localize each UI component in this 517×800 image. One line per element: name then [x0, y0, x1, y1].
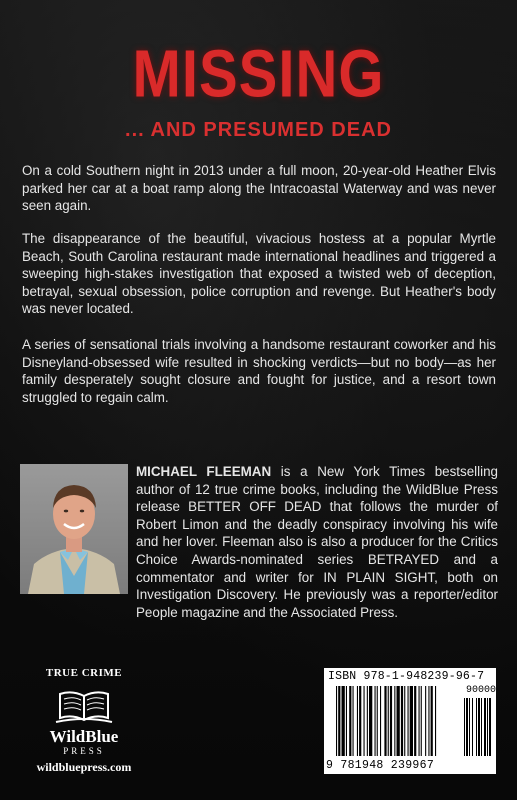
barcode-bar: [359, 686, 361, 756]
author-portrait-image: [20, 464, 128, 594]
author-bio-text: is a New York Times bestselling author of 12 true crime books, including the WildBlue Press release BETTER OFF DEAD that follows the murder of Robert Limon and the deadly conspiracy involving his wife and her lover. Fleeman also is also a producer for the Critics Choice Awards-nominated series BETRAYED and a commentator and writer for IN PLAIN SIGHT, both on Investigation Discovery. He previously was a reporter/editor People magazine and the Associated Press.: [136, 464, 498, 620]
barcode-bar: [414, 686, 416, 756]
barcode-addon-bar: [472, 698, 473, 756]
barcode-bar: [336, 686, 337, 756]
barcode-addon-bar: [481, 698, 482, 756]
barcode-bar: [364, 686, 365, 756]
barcode-bar: [419, 686, 420, 756]
barcode-bar: [349, 686, 351, 756]
blurb-paragraph-1: On a cold Southern night in 2013 under a full moon, 20-year-old Heather Elvis parked her car at a boat ramp along the Intracoastal Waterway and was never seen again.: [22, 163, 496, 214]
publisher-subname: PRESS: [63, 746, 105, 756]
ean-number: 9 781948 239967: [326, 759, 435, 772]
barcode-bar: [431, 686, 433, 756]
genre-label: TRUE CRIME: [45, 667, 123, 679]
publisher-name: WildBlue: [49, 727, 119, 746]
barcode-bar: [375, 686, 376, 756]
barcode-bar: [353, 686, 354, 756]
barcode-bar: [394, 686, 395, 756]
barcode-bar: [369, 686, 372, 756]
open-book-logo-icon: [54, 688, 114, 726]
barcode-addon-bar: [476, 698, 477, 756]
barcode-bar: [404, 686, 405, 756]
barcode-bar: [410, 686, 413, 756]
barcode-bar: [367, 686, 368, 756]
barcode-bar: [338, 686, 340, 756]
barcode-bar: [421, 686, 422, 756]
blurb-paragraph-2: The disappearance of the beautiful, vivacious hostess at a popular Myrtle Beach, South Carolina restaurant made international headlines and triggered a sweeping high-stakes investigation that exposed a twisted web of deception, betrayal, sexual obsession, police corruption and revenge. But Heather's body was never located.: [22, 231, 496, 317]
barcode-bar: [342, 686, 345, 756]
author-photo: [20, 464, 128, 594]
blurb-paragraph-3: A series of sensational trials involving a handsome restaurant coworker and his Disneyland-obsessed wife resulted in shocking verdicts—but no body—as her family desperately sought closure and fought for justice, and a resort town struggled to regain calm.: [22, 337, 496, 405]
barcode-addon-bar: [478, 698, 480, 756]
isbn-barcode: [324, 668, 496, 774]
author-bio: [136, 463, 498, 621]
barcode-addon-bar: [464, 698, 465, 756]
book-subtitle: ... AND PRESUMED DEAD: [125, 119, 392, 141]
barcode-bar: [377, 686, 378, 756]
price-code: 90000: [466, 685, 497, 696]
barcode-bar: [380, 686, 381, 756]
barcode-addon-bar: [469, 698, 470, 756]
barcode-bar: [390, 686, 392, 756]
barcode-addon-bar: [484, 698, 486, 756]
barcode-bar: [408, 686, 409, 756]
book-title: MISSING: [132, 36, 385, 112]
barcode-bar: [401, 686, 403, 756]
barcode-addon-bar: [489, 698, 491, 756]
publisher-url: wildbluepress.com: [36, 760, 132, 774]
barcode-bar: [388, 686, 389, 756]
barcode-bar: [357, 686, 358, 756]
barcode-bar: [428, 686, 429, 756]
barcode-bar: [435, 686, 436, 756]
barcode-bar: [384, 686, 386, 756]
publisher-imprint: [20, 666, 148, 775]
barcode-addon-bar: [466, 698, 468, 756]
barcode-bar: [397, 686, 400, 756]
author-name: MICHAEL FLEEMAN: [136, 464, 272, 479]
barcode-bar: [425, 686, 426, 756]
barcode-bar: [346, 686, 347, 756]
isbn-label: ISBN 978-1-948239-96-7: [328, 670, 485, 683]
barcode-addon-bar: [487, 698, 488, 756]
